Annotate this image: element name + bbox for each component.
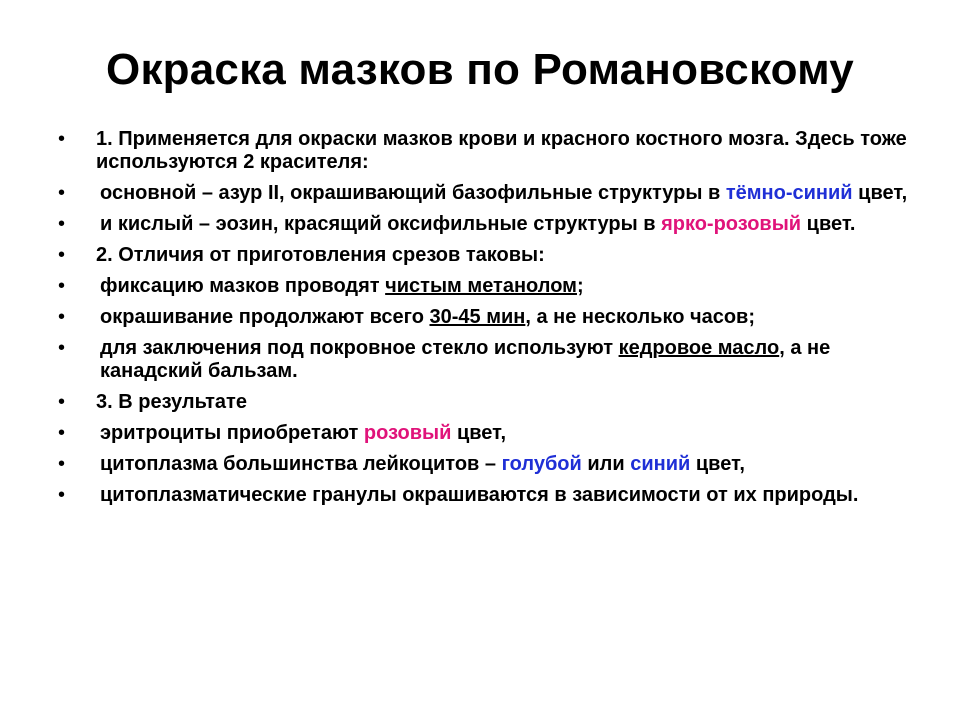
item-text: 3. В результате bbox=[96, 391, 247, 413]
bullet-icon: • bbox=[58, 422, 66, 444]
bullet-icon: • bbox=[58, 182, 66, 204]
highlight-blue: синий bbox=[630, 453, 691, 475]
underlined-duration: 30-45 мин bbox=[429, 306, 526, 328]
list-item bbox=[58, 275, 908, 298]
underlined-cedar-oil: кедровое масло bbox=[618, 337, 780, 359]
highlight-dark-blue: тёмно-синий bbox=[725, 182, 853, 204]
item-text: цвет, bbox=[852, 182, 908, 204]
list-item bbox=[58, 182, 908, 205]
list-item bbox=[58, 453, 908, 476]
highlight-pink: розовый bbox=[363, 422, 452, 444]
list-item bbox=[58, 306, 908, 329]
highlight-light-blue: голубой bbox=[501, 453, 582, 475]
list-item bbox=[58, 128, 908, 174]
list-item bbox=[58, 422, 908, 445]
bullet-icon: • bbox=[58, 275, 66, 297]
bullet-icon: • bbox=[58, 337, 66, 359]
item-text: 1. Применяется для окраски мазков крови и красного костного мозга. Здесь тоже используются 2 красителя: bbox=[96, 128, 907, 173]
item-text: или bbox=[581, 453, 631, 475]
item-text: и кислый – эозин, красящий оксифильные структуры в bbox=[100, 213, 662, 235]
bullet-icon: • bbox=[58, 244, 66, 266]
item-text: цитоплазматические гранулы окрашиваются в зависимости от их природы. bbox=[100, 484, 859, 506]
bullet-icon: • bbox=[58, 391, 66, 413]
item-text: основной – азур II, окрашивающий базофильные структуры в bbox=[100, 182, 726, 204]
item-text: для заключения под покровное стекло используют bbox=[100, 337, 619, 359]
item-text: ; bbox=[576, 275, 584, 297]
item-text: цитоплазма большинства лейкоцитов – bbox=[100, 453, 502, 475]
list-item bbox=[58, 484, 908, 507]
slide-title: Окраска мазков по Романовскому bbox=[106, 45, 854, 94]
bullet-list bbox=[58, 128, 908, 515]
item-text: окрашивание продолжают всего bbox=[100, 306, 430, 328]
bullet-icon: • bbox=[58, 213, 66, 235]
bullet-icon: • bbox=[58, 484, 66, 506]
list-item bbox=[58, 213, 908, 236]
bullet-icon: • bbox=[58, 306, 66, 328]
underlined-methanol: чистым метанолом bbox=[385, 275, 577, 297]
list-item bbox=[58, 391, 908, 414]
item-text: фиксацию мазков проводят bbox=[100, 275, 386, 297]
highlight-bright-pink: ярко-розовый bbox=[661, 213, 802, 235]
bullet-icon: • bbox=[58, 453, 66, 475]
item-text: эритроциты приобретают bbox=[100, 422, 364, 444]
item-text: , а не несколько часов; bbox=[525, 306, 756, 328]
list-item bbox=[58, 244, 908, 267]
list-item bbox=[58, 337, 908, 383]
item-text: 2. Отличия от приготовления срезов таковы: bbox=[96, 244, 545, 266]
item-text: цвет, bbox=[451, 422, 506, 444]
item-text: цвет. bbox=[801, 213, 856, 235]
item-text: цвет, bbox=[690, 453, 745, 475]
bullet-icon: • bbox=[58, 128, 66, 150]
item-text: , а не канадский бальзам. bbox=[100, 337, 831, 382]
